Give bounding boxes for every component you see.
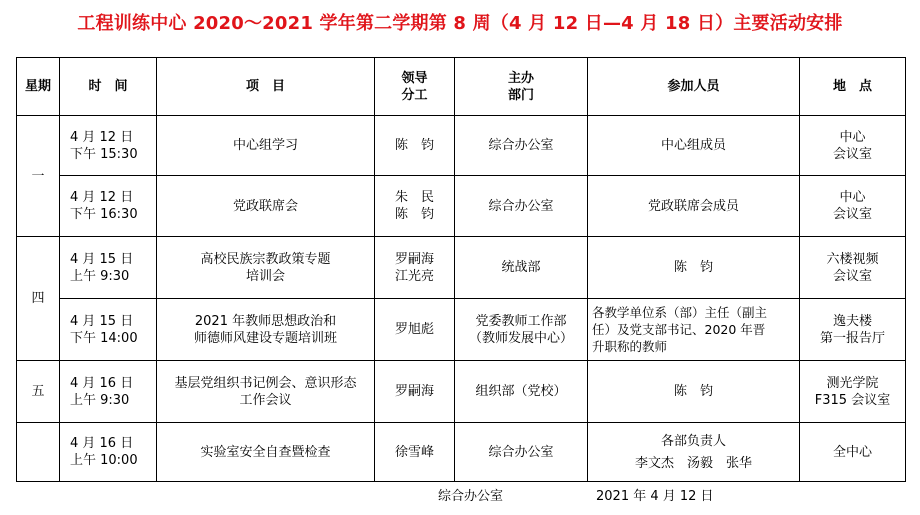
item-line: 2021 年教师思想政治和 xyxy=(194,313,337,329)
leader-cell xyxy=(375,361,455,423)
time-date: 4 月 15 日 xyxy=(70,251,134,267)
page-title: 工程训练中心 2020～2021 学年第二学期第 8 周（4 月 12 日—4 月 18 日）主要活动安排 xyxy=(77,13,843,34)
participants-line: 中心组成员 xyxy=(660,138,726,153)
dept-line: 党委教师工作部 xyxy=(475,313,567,329)
location-line: 中心 xyxy=(839,190,866,205)
item-line: 培训会 xyxy=(245,268,285,284)
table-row xyxy=(17,361,906,423)
item-line: 实验室安全自查暨检查 xyxy=(200,444,331,460)
dept-line: 综合办公室 xyxy=(488,138,554,153)
participants-line: 陈 钧 xyxy=(673,260,713,275)
item-cell xyxy=(157,176,375,237)
time-hour: 下午 15:30 xyxy=(70,146,138,162)
time-date: 4 月 12 日 xyxy=(70,190,134,205)
item-line: 工作会议 xyxy=(239,392,292,408)
header-leader-line: 领导 xyxy=(401,70,428,86)
location-line: 六楼视频 xyxy=(826,251,879,267)
location-cell xyxy=(800,423,906,482)
header-leader xyxy=(375,58,455,116)
header-item: 项 目 xyxy=(157,58,375,116)
participants-line: 各部负责人 xyxy=(660,433,726,449)
location-line: 逸夫楼 xyxy=(832,313,872,329)
header-dept-line: 部门 xyxy=(507,87,534,103)
location-cell xyxy=(800,176,906,237)
item-line: 基层党组织书记例会、意识形态 xyxy=(174,375,357,391)
time-date: 4 月 12 日 xyxy=(70,129,134,145)
header-time: 时 间 xyxy=(60,58,157,116)
schedule-table xyxy=(16,57,906,482)
footer-office: 综合办公室 xyxy=(438,489,504,504)
leader-line: 朱 民 xyxy=(394,190,434,205)
leader-line: 罗旭彪 xyxy=(394,322,434,337)
location-line: 会议室 xyxy=(832,207,872,222)
participants-cell xyxy=(588,237,800,299)
weekday-cell xyxy=(17,423,60,482)
time-cell xyxy=(60,361,157,423)
time-date: 4 月 16 日 xyxy=(70,375,134,391)
item-line: 师德师风建设专题培训班 xyxy=(193,330,337,346)
weekday-cell: 五 xyxy=(17,361,60,423)
leader-cell xyxy=(375,423,455,482)
time-cell xyxy=(60,237,157,299)
item-cell xyxy=(157,237,375,299)
table-header-row xyxy=(17,58,906,116)
header-location: 地 点 xyxy=(800,58,906,116)
header-weekday: 星期 xyxy=(17,58,60,116)
time-hour: 下午 14:00 xyxy=(70,330,138,346)
participants-cell xyxy=(588,423,800,482)
time-hour: 上午 10:00 xyxy=(70,453,138,468)
location-line: 测光学院 xyxy=(826,375,879,391)
header-leader-line: 分工 xyxy=(401,87,428,103)
location-cell xyxy=(800,361,906,423)
location-cell xyxy=(800,299,906,361)
time-cell xyxy=(60,299,157,361)
leader-line: 徐雪峰 xyxy=(394,444,434,460)
weekday-cell: 四 xyxy=(17,237,60,361)
leader-line: 陈 钧 xyxy=(394,207,434,222)
participants-line: 党政联席会成员 xyxy=(647,198,739,214)
item-line: 党政联席会 xyxy=(232,198,298,214)
time-hour: 上午 9:30 xyxy=(70,268,130,284)
location-cell xyxy=(800,116,906,176)
dept-cell xyxy=(455,423,588,482)
item-cell xyxy=(157,423,375,482)
location-line: 中心 xyxy=(839,129,866,145)
participants-cell xyxy=(588,176,800,237)
time-cell xyxy=(60,176,157,237)
dept-line: （教师发展中心） xyxy=(468,330,573,346)
time-date: 4 月 15 日 xyxy=(70,313,134,329)
item-line: 高校民族宗教政策专题 xyxy=(200,251,331,267)
leader-cell xyxy=(375,176,455,237)
dept-cell xyxy=(455,299,588,361)
time-hour: 上午 9:30 xyxy=(70,392,130,408)
participants-line: 各教学单位系（部）主任（副主 xyxy=(592,305,768,320)
weekday-cell: 一 xyxy=(17,116,60,237)
location-line: 会议室 xyxy=(832,146,872,162)
participants-line: 升职称的教师 xyxy=(592,339,668,354)
participants-cell xyxy=(588,361,800,423)
item-cell xyxy=(157,116,375,176)
participants-line: 陈 钧 xyxy=(673,384,713,399)
dept-cell xyxy=(455,176,588,237)
participants-line: 任）及党支部书记、2020 年晋 xyxy=(592,322,766,337)
leader-line: 江光亮 xyxy=(394,268,434,284)
table-row xyxy=(17,423,906,482)
leader-cell xyxy=(375,237,455,299)
dept-cell xyxy=(455,361,588,423)
item-cell xyxy=(157,361,375,423)
leader-cell xyxy=(375,299,455,361)
location-line: 会议室 xyxy=(832,268,872,284)
time-cell xyxy=(60,423,157,482)
dept-cell xyxy=(455,116,588,176)
time-hour: 下午 16:30 xyxy=(70,207,138,222)
location-line: 第一报告厅 xyxy=(819,330,885,346)
location-line: F315 会议室 xyxy=(814,392,891,408)
item-line: 中心组学习 xyxy=(232,138,298,153)
leader-line: 罗嗣海 xyxy=(394,251,434,267)
participants-line: 李文杰 汤毅 张华 xyxy=(634,455,752,471)
leader-line: 陈 钧 xyxy=(394,138,434,153)
location-line: 全中心 xyxy=(832,444,872,460)
item-cell xyxy=(157,299,375,361)
time-date: 4 月 16 日 xyxy=(70,436,134,451)
table-row xyxy=(17,116,906,176)
footer-date: 2021 年 4 月 12 日 xyxy=(596,489,714,504)
table-row xyxy=(17,176,906,237)
table-row xyxy=(17,299,906,361)
dept-line: 组织部（党校） xyxy=(475,384,567,399)
time-cell xyxy=(60,116,157,176)
participants-cell xyxy=(588,299,800,361)
participants-cell xyxy=(588,116,800,176)
dept-line: 综合办公室 xyxy=(488,198,554,214)
leader-line: 罗嗣海 xyxy=(394,384,434,399)
header-dept xyxy=(455,58,588,116)
header-participants: 参加人员 xyxy=(588,58,800,116)
dept-cell xyxy=(455,237,588,299)
leader-cell xyxy=(375,116,455,176)
table-row xyxy=(17,237,906,299)
location-cell xyxy=(800,237,906,299)
dept-line: 综合办公室 xyxy=(488,444,554,460)
header-dept-line: 主办 xyxy=(507,70,534,86)
dept-line: 统战部 xyxy=(501,260,541,275)
